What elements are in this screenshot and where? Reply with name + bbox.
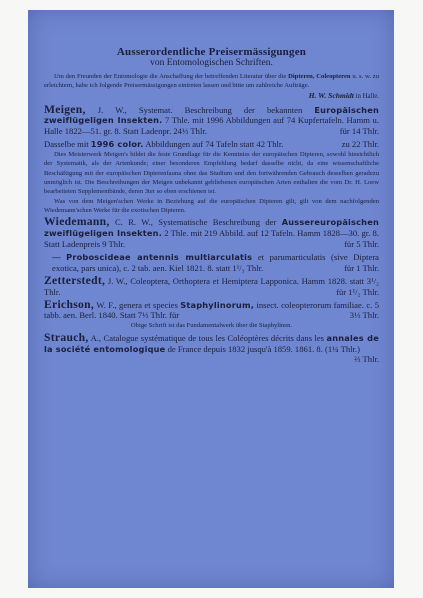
entry-price: ⅔ Thlr. xyxy=(354,354,379,365)
entry-text: Dasselbe mit xyxy=(44,139,89,150)
entry-text: 7 Thle. mit 1996 Abbildungen auf 74 Kupfertafeln. Hamm u. Halle 1822—51. gr. 8. Statt Ladenpr. 24⅓ Thlr. xyxy=(44,115,379,137)
entry-wiedemann xyxy=(44,217,379,250)
entry-bold-title: Europäischen zweiflügeligen Insekten. xyxy=(44,104,379,126)
entry-text: J. W., Systemat. Beschreibung der bekannten xyxy=(97,104,303,115)
publisher-name: H. W. Schmidt xyxy=(308,90,354,100)
entry-bold-title: annales de la société entomologique xyxy=(44,332,379,354)
entry-price: 3⅓ Thlr. xyxy=(349,310,379,321)
entry-text: W. F., genera et species xyxy=(96,299,178,310)
meigen-note: Dies Meisterwerk Meigen's bildet die feste Grundlage für die Kenntniss der europäischen Dipteren, sowohl hinsichtlich der Systematik, als der Artenkunde; einer besonderen Empfehlung bedarf dasselbe nicht, da eine wissenschaftliche Beschäftigung mit der europäischen Dipterenfauna ohne das Studium und den fortwährenden Gebrauch desselben geradezu unmöglich ist. Die Beschreibungen der Meigen unbekannt gebliebenen europäischen Arten enthalten die vom Dr. H. Loew bearbeiteten Supplementbände, deren 3ter so eben erschienen ist. xyxy=(44,151,379,196)
entry-bold-title: Staphylinorum, xyxy=(180,299,255,310)
intro-paragraph xyxy=(44,72,379,91)
entry-bold-title: Proboscideae antennis multiarculatis xyxy=(66,251,253,262)
entry-bold-title: 1996 color. xyxy=(90,139,144,150)
entry-text: de France depuis 1832 jusqu'à 1859. 1861. 8. (1¼ Thlr.) xyxy=(167,343,360,354)
wiedemann-note: Was von dem Meigen'schen Werke in Beziehung auf die europäischen Dipteren gilt, gilt von dem nachfolgenden Wiedemann'schen Werke für die exotischen Dipteren. xyxy=(44,197,379,214)
entry-author: Zetterstedt, xyxy=(44,273,106,287)
entry-proboscideae xyxy=(44,252,379,274)
entry-price: für 5 Thlr. xyxy=(344,239,379,250)
intro-text-1: Um den Freunden der Entomologie die Anschaffung der betreffenden Literatur über die xyxy=(54,73,287,80)
document-page xyxy=(44,46,379,365)
entry-meigen-color xyxy=(44,139,379,150)
entry-author: Meigen, xyxy=(44,102,86,116)
entry-author: Wiedemann, xyxy=(44,215,110,229)
entry-text: Abbildungen auf 74 Tafeln statt 42 Thlr. xyxy=(145,139,284,150)
entry-zetterstedt xyxy=(44,273,379,298)
page-subtitle: von Entomologischen Schriften. xyxy=(150,58,273,68)
entry-text: A., Catalogue systématique de tous les Coléoptères décrits dans les xyxy=(90,332,325,343)
entry-author: Erichson, xyxy=(44,297,95,311)
publisher-place: in Halle. xyxy=(355,92,379,100)
page-title: Ausserordentliche Preisermässigungen xyxy=(116,46,307,58)
entry-text: J. W., Coleoptera, Orthoptera et Hemiptera Lapponica. Hamm 1828. statt 3¹/₂ Thlr. xyxy=(44,275,379,297)
entry-author: Strauch, xyxy=(44,330,89,344)
entry-dash: — xyxy=(52,251,61,262)
entry-price: für 14 Thlr. xyxy=(339,126,379,137)
entry-meigen xyxy=(44,102,379,138)
entry-text: 2 Thle. mit 219 Abbild. auf 12 Tafeln. Hamm 1828—30. gr. 8. Statt Ladenpreis 9 Thlr. xyxy=(44,228,379,250)
entry-text: insect. coleopterorum familiae. c. 5 tabb. aen. Berl. 1840. Statt 7⅓ Thlr. für xyxy=(44,299,380,321)
entry-text: et parumarticulatis (sive Diptera exotica, pars unica), c. 2 tab. aen. Kiel 1821. 8. statt 1¹/₃ Thlr. xyxy=(52,251,379,273)
entry-strauch xyxy=(44,330,379,365)
entry-erichson xyxy=(44,297,380,322)
entry-price: für 1 Thlr. xyxy=(344,262,379,273)
intro-highlight: Dipteren, Coleopteren xyxy=(288,73,351,80)
publisher-signature xyxy=(44,91,379,103)
entry-bold-title: Aussereuropäischen zweiflügeligen Insekten. xyxy=(44,217,379,239)
entry-price: zu 22 Thlr. xyxy=(341,139,379,150)
entry-text: C. R. W., Systematische Beschreibung der xyxy=(114,217,277,228)
erichson-note: Obige Schrift ist das Fundamentalwerk über die Staphylinen. xyxy=(130,322,293,330)
entry-price: für 1¹/₂ Thlr. xyxy=(336,286,379,297)
intro-text-2: u. s. w. zu erleichtern, habe ich folgende Preisermässigungen eintreten lassen und bitte um zahlreiche Aufträge. xyxy=(44,73,380,90)
